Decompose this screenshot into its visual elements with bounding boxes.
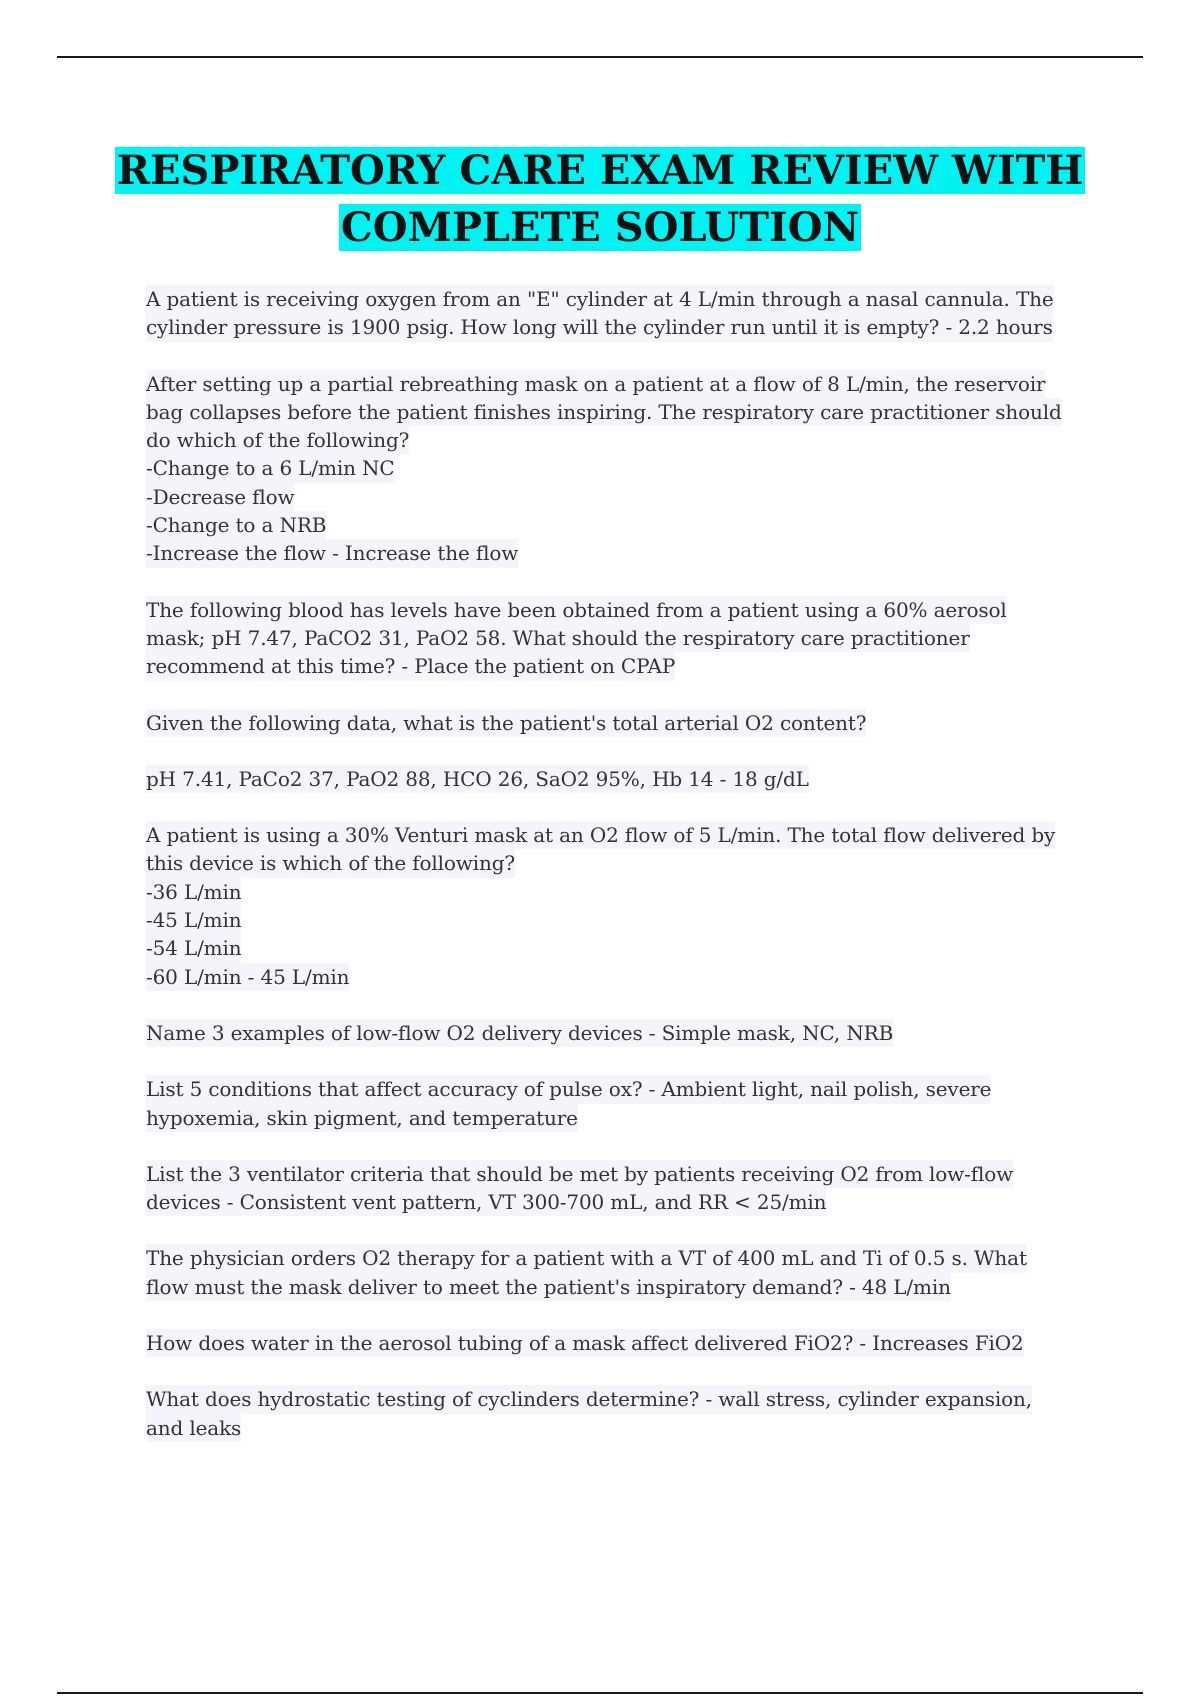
text-line: List 5 conditions that affect accuracy of pulse ox? - Ambient light, nail polish, severe	[146, 1075, 991, 1103]
text-line: flow must the mask deliver to meet the patient's inspiratory demand? - 48 L/min	[146, 1273, 951, 1301]
text-line: -Increase the flow - Increase the flow	[146, 539, 518, 567]
qa-paragraph	[146, 821, 1086, 991]
qa-paragraph	[146, 1385, 1086, 1442]
text-line: How does water in the aerosol tubing of a mask affect delivered FiO2? - Increases FiO2	[146, 1329, 1024, 1357]
bottom-rule	[57, 1692, 1143, 1694]
qa-paragraph	[146, 1160, 1086, 1217]
top-rule	[57, 56, 1143, 58]
qa-paragraph	[146, 370, 1086, 568]
text-line: -36 L/min	[146, 878, 241, 906]
text-line: -54 L/min	[146, 934, 241, 962]
text-line: cylinder pressure is 1900 psig. How long will the cylinder run until it is empty? - 2.2 hours	[146, 313, 1053, 341]
qa-paragraph	[146, 285, 1086, 342]
text-line: List the 3 ventilator criteria that should be met by patients receiving O2 from low-flow	[146, 1160, 1013, 1188]
text-line: What does hydrostatic testing of cyclinders determine? - wall stress, cylinder expansion,	[146, 1385, 1032, 1413]
qa-paragraph	[146, 709, 1086, 737]
text-line: this device is which of the following?	[146, 849, 515, 877]
document-title	[0, 142, 1200, 256]
text-line: hypoxemia, skin pigment, and temperature	[146, 1104, 578, 1132]
text-line: Given the following data, what is the patient's total arterial O2 content?	[146, 709, 866, 737]
text-line: A patient is receiving oxygen from an "E" cylinder at 4 L/min through a nasal cannula. The	[146, 285, 1054, 313]
text-line: and leaks	[146, 1414, 241, 1442]
text-line: The physician orders O2 therapy for a patient with a VT of 400 mL and Ti of 0.5 s. What	[146, 1244, 1027, 1272]
text-line: do which of the following?	[146, 426, 409, 454]
text-line: devices - Consistent vent pattern, VT 300-700 mL, and RR < 25/min	[146, 1188, 826, 1216]
text-line: pH 7.41, PaCo2 37, PaO2 88, HCO 26, SaO2 95%, Hb 14 - 18 g/dL	[146, 765, 809, 793]
qa-paragraph	[146, 596, 1086, 681]
title-line: RESPIRATORY CARE EXAM REVIEW WITH	[116, 147, 1084, 194]
text-line: mask; pH 7.47, PaCO2 31, PaO2 58. What should the respiratory care practitioner	[146, 624, 970, 652]
title-line: COMPLETE SOLUTION	[340, 204, 860, 251]
qa-paragraph	[146, 1019, 1086, 1047]
text-line: -45 L/min	[146, 906, 241, 934]
text-line: The following blood has levels have been obtained from a patient using a 60% aerosol	[146, 596, 1007, 624]
text-line: After setting up a partial rebreathing mask on a patient at a flow of 8 L/min, the reservoir	[146, 370, 1045, 398]
text-line: -Change to a 6 L/min NC	[146, 454, 395, 482]
text-line: recommend at this time? - Place the patient on CPAP	[146, 652, 675, 680]
qa-paragraph	[146, 1329, 1086, 1357]
text-line: -Change to a NRB	[146, 511, 326, 539]
text-line: bag collapses before the patient finishes inspiring. The respiratory care practitioner should	[146, 398, 1062, 426]
text-line: -60 L/min - 45 L/min	[146, 963, 349, 991]
text-line: Name 3 examples of low-flow O2 delivery devices - Simple mask, NC, NRB	[146, 1019, 893, 1047]
qa-paragraph	[146, 1244, 1086, 1301]
text-line: A patient is using a 30% Venturi mask at an O2 flow of 5 L/min. The total flow delivered by	[146, 821, 1055, 849]
qa-paragraph	[146, 1075, 1086, 1132]
text-line: -Decrease flow	[146, 483, 294, 511]
qa-paragraph	[146, 765, 1086, 793]
document-body	[146, 285, 1086, 1470]
